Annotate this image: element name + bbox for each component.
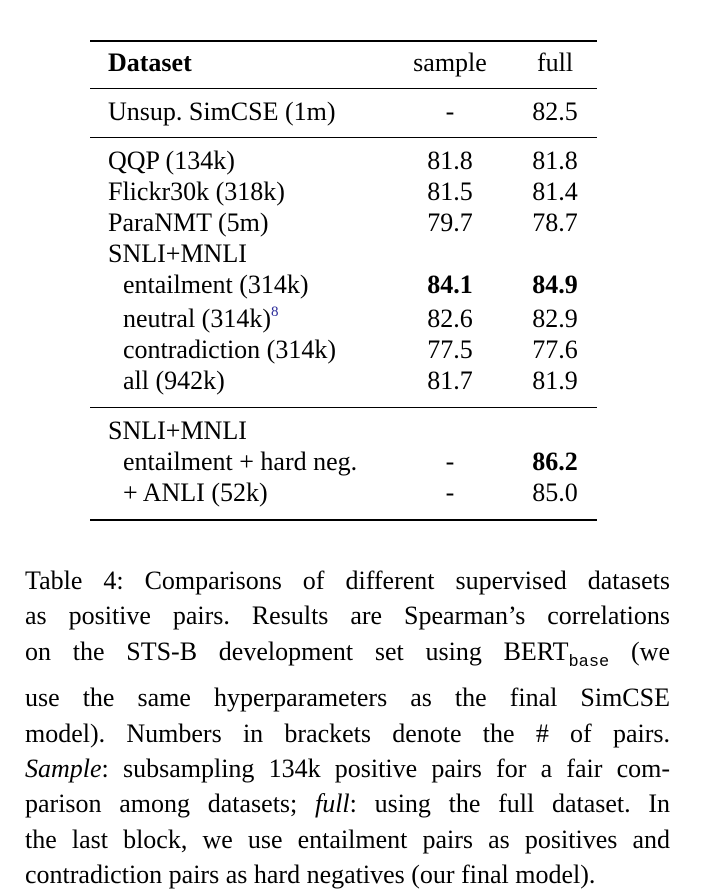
section-rule-2 — [90, 407, 597, 408]
row-sample: 82.6 — [427, 304, 473, 333]
row-full: 82.5 — [532, 97, 578, 126]
row-label: entailment (314k) — [123, 270, 309, 299]
table-top-rule — [90, 40, 597, 42]
caption-line — [25, 786, 670, 821]
caption-text: on the STS-B development set using BERT — [25, 636, 569, 666]
row-label: QQP (134k) — [108, 146, 235, 175]
caption-line — [25, 751, 670, 786]
row-sample: 81.7 — [427, 366, 473, 395]
row-label: contradiction (314k) — [123, 335, 336, 364]
footnote-marker[interactable]: 8 — [271, 304, 279, 320]
section-rule-1 — [90, 137, 597, 138]
row-sample: 84.1 — [427, 270, 473, 299]
row-sample: - — [445, 97, 455, 126]
row-sample: 77.5 — [427, 335, 473, 364]
row-label-with-footnote — [123, 304, 279, 334]
caption-italic: Sample — [25, 754, 102, 784]
row-full: 81.4 — [532, 177, 578, 206]
row-full: 86.2 — [532, 447, 578, 476]
row-label: Unsup. SimCSE (1m) — [108, 97, 336, 126]
header-rule — [90, 88, 597, 89]
row-group-label: SNLI+MNLI — [108, 239, 247, 268]
row-label: entailment + hard neg. — [123, 447, 358, 476]
caption-line: model). Numbers in brackets denote the # of pairs. — [25, 718, 670, 748]
caption-line: Table 4: Comparisons of different supervised datasets — [25, 566, 670, 595]
caption-text: : subsampling 134k positive pairs for a fair com- — [101, 754, 670, 784]
caption-italic: full — [314, 789, 350, 819]
row-full: 78.7 — [532, 208, 578, 237]
row-sample: 81.8 — [427, 146, 473, 175]
caption-text: : using the full dataset. In — [349, 789, 670, 819]
header-sample: sample — [413, 48, 487, 77]
row-sample: - — [445, 478, 455, 507]
header-full: full — [536, 48, 574, 77]
row-full: 85.0 — [532, 478, 578, 507]
caption-line: use the same hyperparameters as the final SimCSE — [25, 683, 670, 713]
caption-text: (we — [609, 636, 670, 666]
caption-subscript: base — [568, 652, 610, 672]
row-full: 84.9 — [532, 270, 578, 299]
row-sample: 81.5 — [427, 177, 473, 206]
row-label: neutral (314k) — [123, 304, 272, 333]
row-sample: 79.7 — [427, 208, 473, 237]
row-label: Flickr30k (318k) — [108, 177, 285, 206]
header-dataset: Dataset — [108, 48, 192, 77]
table-caption — [25, 563, 670, 893]
caption-text: parison among datasets; — [25, 789, 315, 819]
row-full: 82.9 — [532, 304, 578, 333]
caption-line: as positive pairs. Results are Spearman’s correlations — [25, 601, 670, 631]
row-sample: - — [445, 447, 455, 476]
row-full: 81.8 — [532, 146, 578, 175]
row-label: + ANLI (52k) — [123, 478, 268, 507]
row-full: 81.9 — [532, 366, 578, 395]
caption-line: contradiction pairs as hard negatives (our final model). — [25, 860, 596, 890]
caption-line — [25, 634, 670, 680]
row-group-label: SNLI+MNLI — [108, 416, 247, 445]
row-label: ParaNMT (5m) — [108, 208, 269, 237]
caption-line: the last block, we use entailment pairs as positives and — [25, 824, 670, 854]
table-bottom-rule — [90, 519, 597, 521]
row-full: 77.6 — [532, 335, 578, 364]
row-label: all (942k) — [123, 366, 225, 395]
